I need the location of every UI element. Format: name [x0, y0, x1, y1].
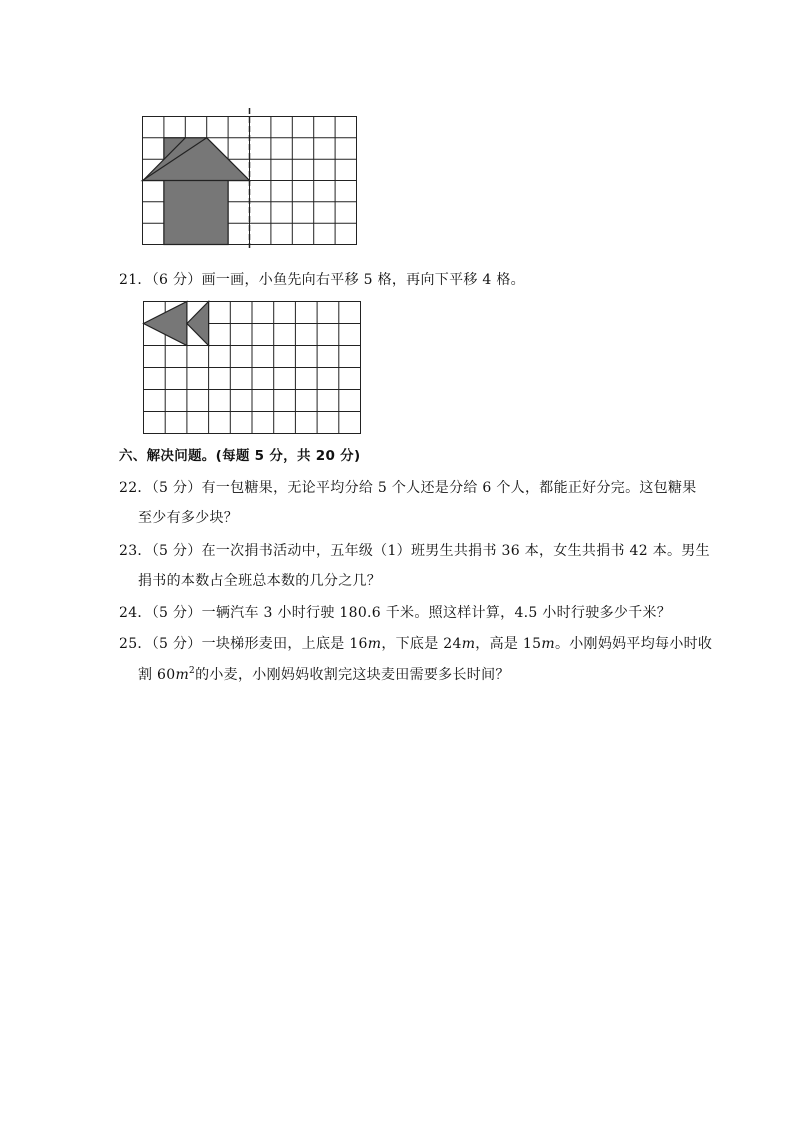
q25-superscript: 2 — [189, 666, 196, 676]
q25-text-b: ，下底是 24 — [381, 636, 462, 652]
q25-unit-2: m — [461, 636, 476, 652]
question-21: 21．（6 分）画一画，小鱼先向右平移 5 格，再向下平移 4 格。 — [119, 272, 525, 288]
question-22-line-2: 至少有多少块？ — [138, 510, 239, 526]
question-23-line-1: 23．（5 分）在一次捐书活动中，五年级（1）班男生共捐书 36 本，女生共捐书 42 本。男生 — [119, 543, 710, 559]
question-25-line-1 — [119, 634, 712, 654]
fish-shape — [144, 302, 209, 346]
q25-unit-1: m — [367, 636, 382, 652]
question-24: 24．（5 分）一辆汽车 3 小时行驶 180.6 千米。照这样计算，4.5 小时行驶多少千米？ — [119, 605, 672, 621]
section-6-heading: 六、解决问题。(每题 5 分，共 20 分) — [119, 448, 361, 464]
q25-text-f: 的小麦，小刚妈妈收割完这块麦田需要多长时间？ — [195, 667, 510, 683]
q25-text-c: ，高是 15 — [475, 636, 542, 652]
question-25-line-2 — [138, 665, 510, 685]
q25-unit-4: m — [175, 667, 190, 683]
q25-unit-3: m — [541, 636, 555, 652]
fish-tail — [187, 302, 209, 346]
question-23-line-2: 捐书的本数占全班总本数的几分之几？ — [138, 573, 382, 589]
q25-text-e: 割 60 — [138, 667, 176, 683]
house-grid-figure — [140, 108, 360, 248]
fish-grid-figure — [140, 298, 364, 436]
q25-text-a: 25．（5 分）一块梯形麦田，上底是 16 — [119, 636, 368, 652]
house-shape — [143, 138, 250, 245]
q25-text-d: 。小刚妈妈平均每小时收 — [554, 636, 713, 652]
question-22-line-1: 22．（5 分）有一包糖果，无论平均分给 5 个人还是分给 6 个人，都能正好分完。这包糖果 — [119, 480, 697, 496]
